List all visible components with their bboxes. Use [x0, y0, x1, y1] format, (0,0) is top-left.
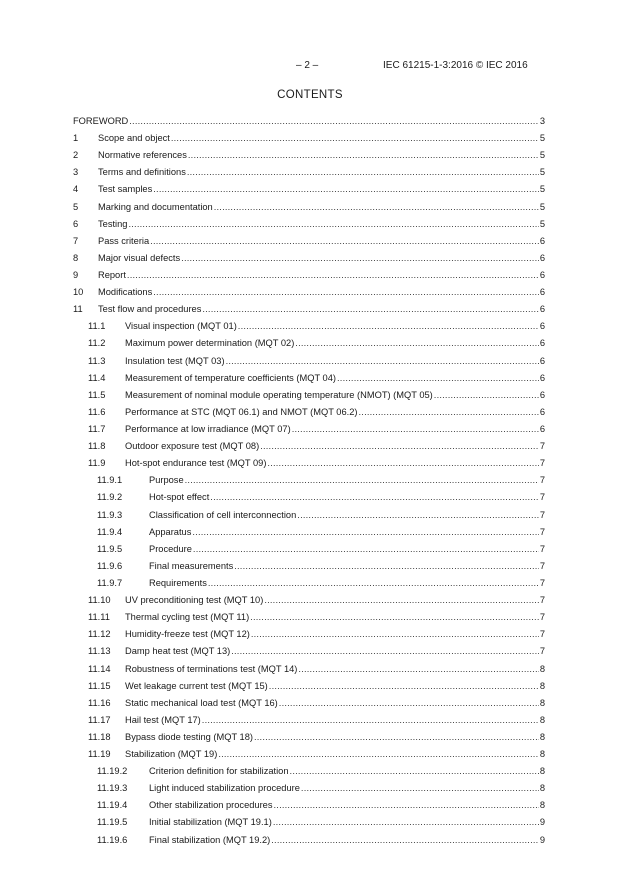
toc-entry-page[interactable]: 7	[539, 543, 545, 554]
dot-leader	[231, 643, 539, 660]
toc-entry-page[interactable]: 5	[539, 133, 545, 144]
toc-entry-text	[125, 626, 545, 643]
toc-entry-label[interactable]: Light induced stabilization procedure	[149, 780, 301, 797]
toc-entry-number: 11.16	[88, 697, 111, 708]
toc-entry[interactable]	[73, 678, 545, 695]
toc-entry-label[interactable]: Requirements	[149, 575, 208, 592]
toc-entry-page[interactable]: 3	[539, 116, 545, 126]
toc-entry-label[interactable]: Report	[98, 267, 127, 284]
toc-entry-page[interactable]: 9	[539, 817, 545, 828]
toc-entry-page[interactable]: 7	[539, 560, 545, 571]
toc-entry-text	[98, 284, 545, 301]
dot-leader	[292, 421, 539, 438]
toc-entry-label[interactable]: Testing	[98, 216, 128, 233]
toc-entry-page[interactable]: 8	[539, 714, 545, 725]
toc-entry-label[interactable]: Damp heat test (MQT 13)	[125, 643, 231, 660]
toc-entry-label[interactable]: Maximum power determination (MQT 02)	[125, 335, 295, 352]
toc-entry[interactable]	[73, 814, 545, 831]
toc-entry-page[interactable]: 9	[539, 834, 545, 845]
toc-entry-page[interactable]: 8	[539, 749, 545, 760]
toc-entry-number: 11.9.2	[97, 492, 123, 503]
toc-entry-label[interactable]: Test samples	[98, 181, 153, 198]
toc-entry-number: 11.9.5	[97, 543, 123, 554]
toc-entry[interactable]	[73, 558, 545, 575]
toc-entry-label[interactable]: Marking and documentation	[98, 199, 214, 216]
dot-leader	[226, 353, 539, 370]
toc-entry-label[interactable]: Outdoor exposure test (MQT 08)	[125, 438, 260, 455]
toc-entry[interactable]	[73, 318, 545, 335]
toc-entry-text	[149, 507, 545, 524]
toc-entry-number: 3	[73, 167, 79, 178]
dot-leader	[271, 832, 539, 849]
toc-entry-number: 11.13	[88, 646, 111, 657]
toc-entry[interactable]	[73, 216, 545, 233]
toc-entry-label[interactable]: Hail test (MQT 17)	[125, 712, 202, 729]
toc-entry-text	[98, 216, 545, 233]
toc-entry-text	[125, 592, 545, 609]
toc-entry-number: 11.9.6	[97, 560, 123, 571]
toc-entry[interactable]	[73, 353, 545, 370]
toc-entry-page[interactable]: 6	[539, 287, 545, 298]
toc-entry-number: 11.19.5	[97, 817, 128, 828]
dot-leader	[181, 250, 539, 267]
toc-entry[interactable]	[73, 267, 545, 284]
toc-entry-number: 11.19.6	[97, 834, 128, 845]
toc-entry-number: 11.9.1	[97, 475, 123, 486]
toc-entry[interactable]	[73, 575, 545, 592]
toc-entry-number: 11.8	[88, 441, 106, 452]
toc-entry-number: 11	[73, 304, 83, 315]
toc-entry-label[interactable]: Pass criteria	[98, 233, 150, 250]
toc-entry-text	[73, 113, 545, 130]
toc-entry-label[interactable]: UV preconditioning test (MQT 10)	[125, 592, 264, 609]
toc-entry[interactable]	[73, 404, 545, 421]
dot-leader	[192, 524, 538, 541]
toc-entry[interactable]	[73, 199, 545, 216]
toc-entry-number: 11.10	[88, 595, 111, 606]
toc-entry-number: 11.1	[88, 321, 106, 332]
toc-entry-number: 7	[73, 235, 79, 246]
dot-leader	[254, 729, 539, 746]
toc-entry-number: 11.19	[88, 749, 111, 760]
toc-entry-number: 11.19.2	[97, 766, 128, 777]
dot-leader	[273, 814, 539, 831]
dot-leader	[264, 592, 539, 609]
dot-leader	[127, 267, 539, 284]
toc-entry[interactable]	[73, 729, 545, 746]
toc-entry-label[interactable]: Hot-spot effect	[149, 489, 210, 506]
toc-entry[interactable]	[73, 609, 545, 626]
toc-entry[interactable]	[73, 164, 545, 181]
dot-leader	[210, 489, 539, 506]
dot-leader	[238, 318, 539, 335]
toc-entry-number: 1	[73, 133, 79, 144]
toc-entry-page[interactable]: 6	[539, 321, 545, 332]
toc-entry[interactable]	[73, 438, 545, 455]
dot-leader	[434, 387, 539, 404]
toc-entry[interactable]	[73, 541, 545, 558]
dot-leader	[269, 678, 539, 695]
toc-entry[interactable]	[73, 455, 545, 472]
toc-entry[interactable]	[73, 489, 545, 506]
toc-entry-page[interactable]: 7	[539, 458, 545, 469]
toc-entry-page[interactable]: 7	[539, 595, 545, 606]
toc-entry-page[interactable]: 6	[539, 372, 545, 383]
toc-entry-label[interactable]: Procedure	[149, 541, 193, 558]
toc-entry-page[interactable]: 5	[539, 167, 545, 178]
toc-entry-page[interactable]: 7	[539, 475, 545, 486]
toc-entry-number: 11.9	[88, 458, 106, 469]
toc-entry-number: 11.5	[88, 389, 106, 400]
toc-entry[interactable]	[73, 387, 545, 404]
toc-entry[interactable]	[73, 233, 545, 250]
toc-entry-text	[98, 147, 545, 164]
toc-entry-text	[149, 472, 545, 489]
toc-entry-text	[125, 661, 545, 678]
toc-entry-number: 2	[73, 150, 79, 161]
toc-entry-text	[149, 541, 545, 558]
toc-entry-text	[125, 712, 545, 729]
toc-entry[interactable]	[73, 181, 545, 198]
toc-entry-text	[149, 832, 545, 849]
toc-entry[interactable]	[73, 712, 545, 729]
toc-entry[interactable]	[73, 524, 545, 541]
toc-entry-text	[149, 558, 545, 575]
toc-entry[interactable]	[73, 335, 545, 352]
dot-leader	[128, 216, 538, 233]
toc-entry-number: 11.6	[88, 406, 106, 417]
toc-entry[interactable]	[73, 370, 545, 387]
dot-leader	[260, 438, 539, 455]
dot-leader	[274, 797, 539, 814]
toc-entry-text	[149, 524, 545, 541]
toc-entry-page[interactable]: 6	[539, 423, 545, 434]
dot-leader	[301, 780, 539, 797]
toc-entry[interactable]	[73, 643, 545, 660]
toc-entry-label[interactable]: Performance at low irradiance (MQT 07)	[125, 421, 292, 438]
toc-entry-label[interactable]: Performance at STC (MQT 06.1) and NMOT (MQT 06.2)	[125, 404, 359, 421]
toc-entry-label[interactable]: FOREWORD	[73, 113, 129, 130]
toc-entry-page[interactable]: 8	[539, 697, 545, 708]
toc-entry-text	[125, 353, 545, 370]
toc-entry-label[interactable]: Wet leakage current test (MQT 15)	[125, 678, 269, 695]
toc-entry-page[interactable]: 7	[539, 577, 545, 588]
toc-entry-text	[98, 164, 545, 181]
toc-entry-number: 11.3	[88, 355, 106, 366]
toc-entry-text	[149, 780, 545, 797]
dot-leader	[193, 541, 539, 558]
toc-entry-text	[125, 421, 545, 438]
toc-entry-text	[125, 438, 545, 455]
toc-entry-label[interactable]: Scope and object	[98, 130, 171, 147]
dot-leader	[250, 609, 539, 626]
toc-entry-page[interactable]: 6	[539, 338, 545, 349]
toc-entry-label[interactable]: Visual inspection (MQT 01)	[125, 318, 238, 335]
dot-leader	[290, 763, 539, 780]
toc-entry-number: 11.9.4	[97, 526, 123, 537]
toc-entry-text	[125, 643, 545, 660]
toc-entry[interactable]	[73, 507, 545, 524]
toc-entry-text	[125, 318, 545, 335]
toc-entry-text	[98, 181, 545, 198]
toc-entry-label[interactable]: Measurement of nominal module operating temperature (NMOT) (MQT 05)	[125, 387, 434, 404]
toc-entry-label[interactable]: Test flow and procedures	[98, 301, 202, 318]
toc-entry-label[interactable]: Final measurements	[149, 558, 234, 575]
toc-entry-text	[149, 797, 545, 814]
toc-entry-label[interactable]: Hot-spot endurance test (MQT 09)	[125, 455, 267, 472]
toc-entry-page[interactable]: 7	[539, 492, 545, 503]
dot-leader	[188, 147, 539, 164]
toc-entry[interactable]	[73, 421, 545, 438]
toc-entry-text	[149, 763, 545, 780]
toc-entry-label[interactable]: Insulation test (MQT 03)	[125, 353, 226, 370]
toc-entry[interactable]	[73, 780, 545, 797]
toc-entry-number: 11.15	[88, 680, 111, 691]
toc-entry[interactable]	[73, 284, 545, 301]
toc-entry-page[interactable]: 6	[539, 406, 545, 417]
toc-entry-number: 9	[73, 269, 79, 280]
toc-entry-page[interactable]: 7	[539, 526, 545, 537]
toc-entry-page[interactable]: 8	[539, 731, 545, 742]
toc-entry[interactable]	[73, 695, 545, 712]
toc-entry-label[interactable]: Terms and definitions	[98, 164, 187, 181]
toc-entry-text	[98, 250, 545, 267]
dot-leader	[337, 370, 539, 387]
toc-entry-number: 11.12	[88, 629, 111, 640]
toc-entry[interactable]	[73, 661, 545, 678]
dot-leader	[218, 746, 539, 763]
toc-entry[interactable]	[73, 746, 545, 763]
toc-entry-text	[125, 404, 545, 421]
dot-leader	[298, 661, 538, 678]
toc-entry-text	[98, 199, 545, 216]
toc-entry-number: 11.18	[88, 731, 111, 742]
toc-entry[interactable]	[73, 763, 545, 780]
toc-entry-label[interactable]: Bypass diode testing (MQT 18)	[125, 729, 254, 746]
toc-entry-text	[125, 729, 545, 746]
toc-entry-label[interactable]: Stabilization (MQT 19)	[125, 746, 218, 763]
toc-entry-label[interactable]: Measurement of temperature coefficients (MQT 04)	[125, 370, 337, 387]
toc-entry-number: 4	[73, 184, 79, 195]
toc-entry-text	[125, 695, 545, 712]
dot-leader	[214, 199, 539, 216]
toc-entry[interactable]	[73, 147, 545, 164]
toc-entry[interactable]	[73, 250, 545, 267]
toc-entry-page[interactable]: 8	[539, 800, 545, 811]
toc-entry-page[interactable]: 8	[539, 663, 545, 674]
toc-entry[interactable]	[73, 797, 545, 814]
dot-leader	[153, 284, 539, 301]
toc-entry-number: 11.19.4	[97, 800, 128, 811]
toc-entry[interactable]	[73, 626, 545, 643]
toc-entry-text	[125, 678, 545, 695]
toc-entry-number: 5	[73, 201, 79, 212]
dot-leader	[359, 404, 539, 421]
toc-entry[interactable]	[73, 301, 545, 318]
toc-entry-page[interactable]: 8	[539, 766, 545, 777]
toc-entry[interactable]	[73, 592, 545, 609]
toc-entry-page[interactable]: 6	[539, 355, 545, 366]
dot-leader	[187, 164, 539, 181]
toc-entry-text	[149, 489, 545, 506]
toc-entry-number: 11.19.3	[97, 783, 128, 794]
toc-entry-label[interactable]: Apparatus	[149, 524, 192, 541]
dot-leader	[251, 626, 539, 643]
toc-entry-label[interactable]: Humidity-freeze test (MQT 12)	[125, 626, 251, 643]
toc-entry-label[interactable]: Criterion definition for stabilization	[149, 763, 290, 780]
toc-entry-page[interactable]: 5	[539, 150, 545, 161]
toc-entry-number: 11.7	[88, 423, 106, 434]
toc-entry-label[interactable]: Major visual defects	[98, 250, 181, 267]
toc-entry-number: 11.14	[88, 663, 111, 674]
toc-entry-page[interactable]: 7	[539, 612, 545, 623]
toc-entry-label[interactable]: Final stabilization (MQT 19.2)	[149, 832, 271, 849]
page-number: – 2 –	[296, 60, 319, 71]
toc-entry-page[interactable]: 8	[539, 680, 545, 691]
dot-leader	[202, 301, 538, 318]
toc-entry-label[interactable]: Other stabilization procedures	[149, 797, 274, 814]
toc-entry-text	[98, 301, 545, 318]
dot-leader	[171, 130, 539, 147]
toc-entry[interactable]	[73, 113, 545, 130]
toc-entry-number: 11.11	[88, 612, 110, 623]
toc-entry-text	[149, 575, 545, 592]
dot-leader	[267, 455, 538, 472]
toc-entry-label[interactable]: Purpose	[149, 472, 185, 489]
toc-entry[interactable]	[73, 832, 545, 849]
dot-leader	[234, 558, 539, 575]
toc-entry[interactable]	[73, 130, 545, 147]
toc-entry-page[interactable]: 7	[539, 509, 545, 520]
toc-entry-page[interactable]: 7	[539, 646, 545, 657]
dot-leader	[150, 233, 539, 250]
toc-entry-label[interactable]: Classification of cell interconnection	[149, 507, 297, 524]
page-title: CONTENTS	[277, 89, 343, 101]
toc-entry-text	[125, 370, 545, 387]
dot-leader	[295, 335, 539, 352]
toc-entry-page[interactable]: 7	[539, 441, 545, 452]
toc-entry-label[interactable]: Normative references	[98, 147, 188, 164]
toc-entry-page[interactable]: 7	[539, 629, 545, 640]
toc-entry[interactable]	[73, 472, 545, 489]
dot-leader	[279, 695, 539, 712]
toc-entry-label[interactable]: Robustness of terminations test (MQT 14)	[125, 661, 298, 678]
dot-leader	[208, 575, 539, 592]
toc-entry-number: 11.9.3	[97, 509, 123, 520]
toc-entry-number: 10	[73, 287, 84, 298]
toc-entry-text	[125, 455, 545, 472]
toc-entry-text	[125, 746, 545, 763]
table-of-contents	[73, 113, 545, 849]
dot-leader	[153, 181, 539, 198]
toc-entry-page[interactable]: 5	[539, 184, 545, 195]
toc-entry-number: 11.4	[88, 372, 106, 383]
toc-entry-text	[125, 609, 545, 626]
dot-leader	[297, 507, 539, 524]
toc-entry-number: 6	[73, 218, 79, 229]
document-reference: IEC 61215-1-3:2016 © IEC 2016	[383, 60, 528, 71]
toc-entry-page[interactable]: 6	[539, 235, 545, 246]
dot-leader	[185, 472, 539, 489]
toc-entry-text	[149, 814, 545, 831]
toc-entry-page[interactable]: 5	[539, 218, 545, 229]
toc-entry-label[interactable]: Thermal cycling test (MQT 11)	[125, 609, 250, 626]
toc-entry-number: 11.2	[88, 338, 106, 349]
toc-entry-number: 11.9.7	[97, 577, 123, 588]
toc-entry-number: 11.17	[88, 714, 111, 725]
dot-leader	[202, 712, 539, 729]
dot-leader	[129, 113, 539, 130]
toc-entry-number: 8	[73, 252, 79, 263]
toc-entry-page[interactable]: 6	[539, 269, 545, 280]
toc-entry-label[interactable]: Modifications	[98, 284, 153, 301]
toc-entry-text	[125, 335, 545, 352]
toc-entry-page[interactable]: 5	[539, 201, 545, 212]
toc-entry-page[interactable]: 8	[539, 783, 545, 794]
toc-entry-text	[98, 233, 545, 250]
toc-entry-page[interactable]: 6	[539, 304, 545, 315]
toc-entry-text	[125, 387, 545, 404]
toc-entry-text	[98, 267, 545, 284]
toc-entry-page[interactable]: 6	[539, 389, 545, 400]
toc-entry-label[interactable]: Initial stabilization (MQT 19.1)	[149, 814, 273, 831]
toc-entry-text	[98, 130, 545, 147]
toc-entry-label[interactable]: Static mechanical load test (MQT 16)	[125, 695, 279, 712]
toc-entry-page[interactable]: 6	[539, 252, 545, 263]
